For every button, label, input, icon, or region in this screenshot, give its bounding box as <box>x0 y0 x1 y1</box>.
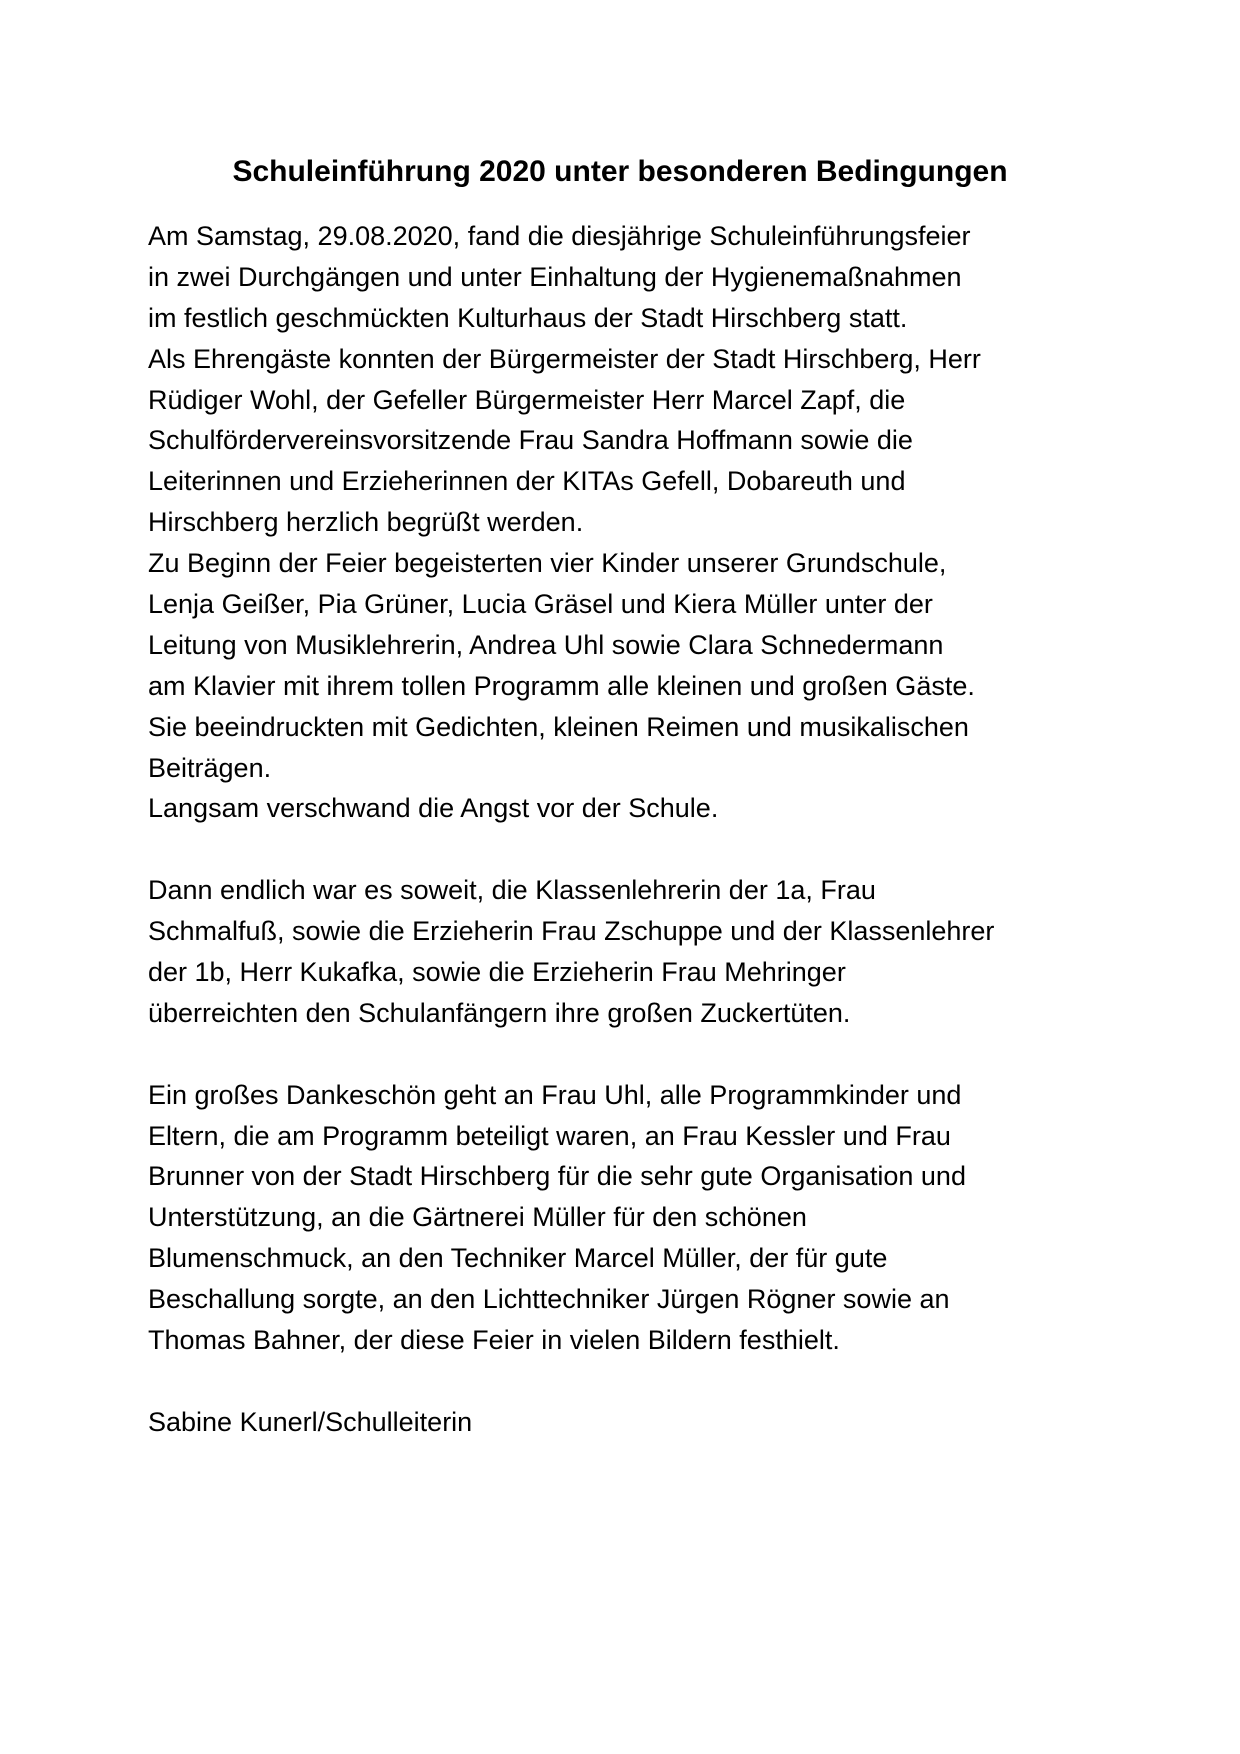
text-line: Dann endlich war es soweit, die Klassenlehrerin der 1a, Frau <box>148 875 876 906</box>
paragraph-gap <box>148 1034 1108 1075</box>
text-line: Unterstützung, an die Gärtnerei Müller für den schönen <box>148 1202 807 1233</box>
text-line: Rüdiger Wohl, der Gefeller Bürgermeister Herr Marcel Zapf, die <box>148 384 906 415</box>
paragraph-gap <box>148 829 1108 870</box>
text-line: Beschallung sorgte, an den Lichttechniker Jürgen Rögner sowie an <box>148 1284 950 1315</box>
text-line: Schulfördervereinsvorsitzende Frau Sandra Hoffmann sowie die <box>148 425 913 456</box>
paragraph-2 <box>148 870 1108 1034</box>
text-line: Blumenschmuck, an den Techniker Marcel Müller, der für gute <box>148 1243 888 1274</box>
text-line: Ein großes Dankeschön geht an Frau Uhl, alle Programmkinder und <box>148 1079 962 1110</box>
document-title: Schuleinführung 2020 unter besonderen Bedingungen <box>232 155 1008 188</box>
text-line: Beiträgen. <box>148 752 272 783</box>
text-line: Sie beeindruckten mit Gedichten, kleinen Reimen und musikalischen <box>148 711 969 742</box>
text-line: Langsam verschwand die Angst vor der Schule. <box>148 793 719 824</box>
text-line: der 1b, Herr Kukafka, sowie die Erzieherin Frau Mehringer <box>148 957 846 988</box>
text-line: Als Ehrengäste konnten der Bürgermeister der Stadt Hirschberg, Herr <box>148 343 981 374</box>
text-line: Leiterinnen und Erzieherinnen der KITAs Gefell, Dobareuth und <box>148 466 906 497</box>
paragraph-1 <box>148 216 1108 829</box>
text-line: Schmalfuß, sowie die Erzieherin Frau Zschuppe und der Klassenlehrer <box>148 916 995 947</box>
text-line: Am Samstag, 29.08.2020, fand die diesjährige Schuleinführungsfeier <box>148 221 971 251</box>
text-line: Brunner von der Stadt Hirschberg für die sehr gute Organisation und <box>148 1161 966 1192</box>
text-line: Leitung von Musiklehrerin, Andrea Uhl sowie Clara Schnedermann <box>148 629 944 660</box>
paragraph-3 <box>148 1075 1108 1361</box>
text-line: Lenja Geißer, Pia Grüner, Lucia Gräsel und Kiera Müller unter der <box>148 589 933 620</box>
text-line: in zwei Durchgängen und unter Einhaltung der Hygienemaßnahmen <box>148 261 962 292</box>
document-body <box>148 216 1108 1443</box>
text-line: Hirschberg herzlich begrüßt werden. <box>148 507 584 538</box>
signature: Sabine Kunerl/Schulleiterin <box>148 1406 473 1437</box>
text-line: Eltern, die am Programm beteiligt waren, an Frau Kessler und Frau <box>148 1120 951 1151</box>
text-line: Thomas Bahner, der diese Feier in vielen Bildern festhielt. <box>148 1325 840 1356</box>
text-line: am Klavier mit ihrem tollen Programm alle kleinen und großen Gäste. <box>148 670 975 701</box>
text-line: Zu Beginn der Feier begeisterten vier Kinder unserer Grundschule, <box>148 548 947 579</box>
paragraph-gap <box>148 1361 1108 1402</box>
text-line: im festlich geschmückten Kulturhaus der Stadt Hirschberg statt. <box>148 302 908 333</box>
text-line: überreichten den Schulanfängern ihre großen Zuckertüten. <box>148 997 851 1028</box>
